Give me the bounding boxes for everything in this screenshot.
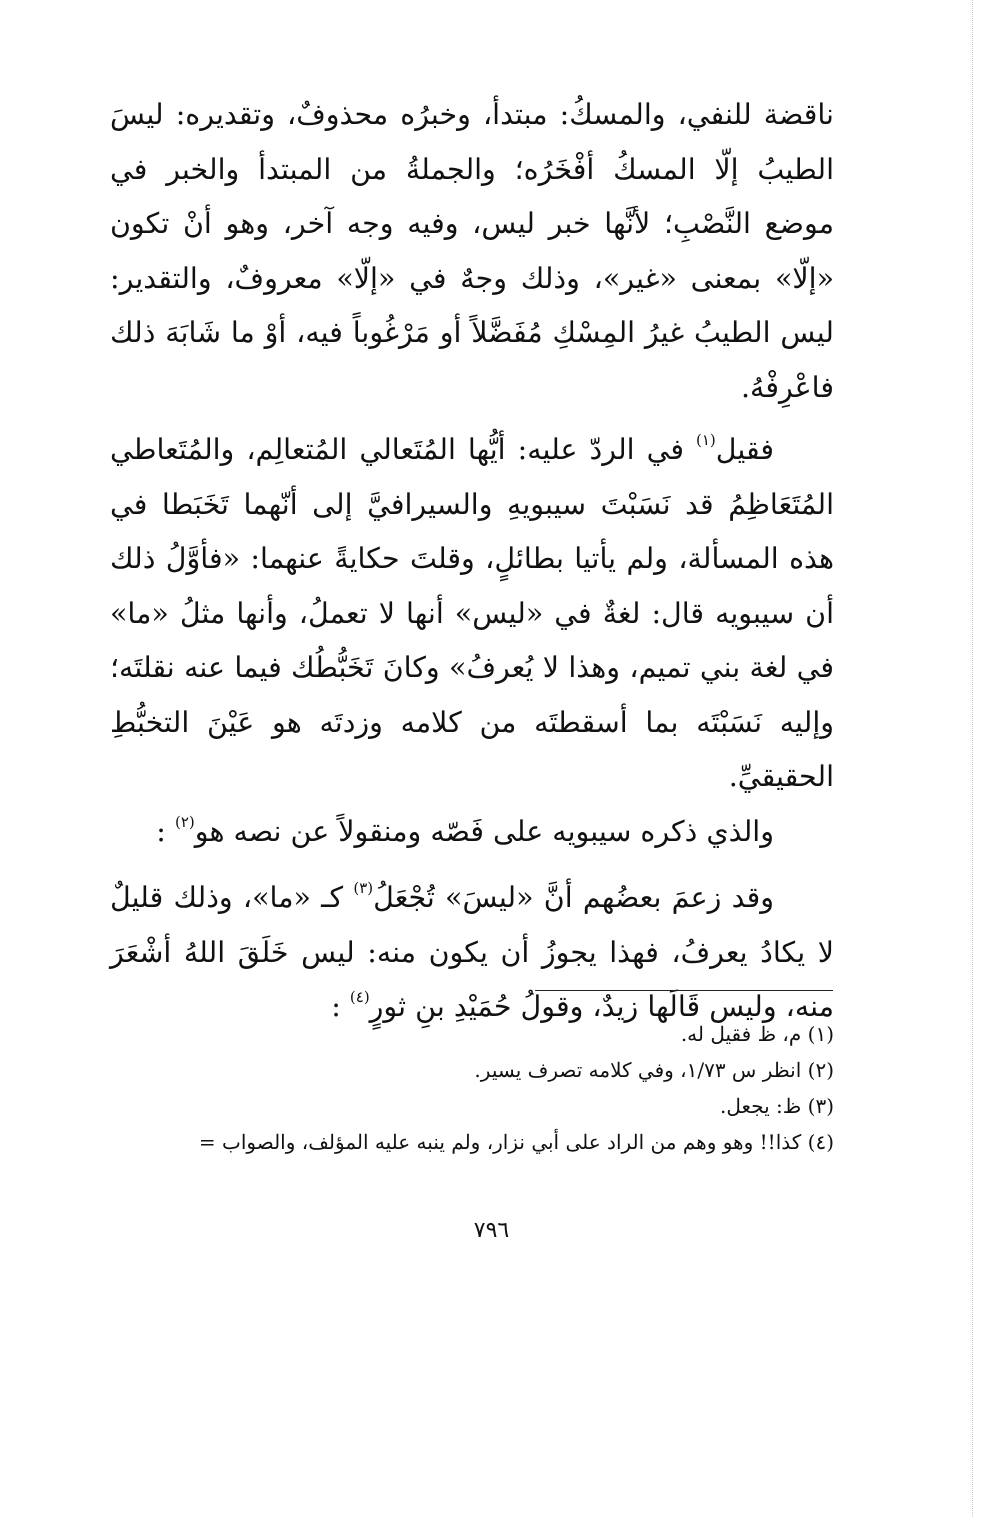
paragraph-4 bbox=[110, 871, 834, 1035]
footnote-4: (٤) كذا!! وهو وهم من الراد على أبي نزار، ولم ينبه عليه المؤلف، والصواب = bbox=[198, 1130, 834, 1154]
footnote-ref-2: (٢) bbox=[174, 812, 195, 831]
main-text bbox=[110, 88, 834, 1035]
footnote-separator bbox=[535, 990, 833, 991]
paragraph-2 bbox=[110, 423, 834, 805]
footnote-2: (٢) انظر س ١/٧٣، وفي كلامه تصرف يسير. bbox=[474, 1058, 834, 1082]
footnotes bbox=[110, 1016, 834, 1160]
footnote-ref-4: (٤) bbox=[349, 988, 370, 1006]
paragraph-4-after: : bbox=[331, 990, 350, 1023]
footnote-1: (١) م، ظ فقيل له. bbox=[680, 1022, 834, 1046]
paragraph-3-before: والذي ذكره سيبويه على فَصّه ومنقولاً عن نصه هو bbox=[194, 814, 774, 848]
paragraph-4-before: وقد زعمَ بعضُهم أنَّ «ليسَ» تُجْعَلُ bbox=[373, 881, 774, 914]
paragraph-4-middle: كـ «ما»، وذلك قليلٌ لا يكادُ يعرفُ، فهذا يجوزُ أن يكون منه: ليس خَلَقَ اللهُ أشْعَرَ منه، وليس قَالَها زيدٌ، وقولُ حُمَيْدِ بنِ ثورٍ bbox=[110, 881, 834, 1023]
footnote-3: (٣) ظ: يجعل. bbox=[720, 1094, 834, 1118]
scan-edge-line bbox=[972, 0, 973, 1517]
footnote-ref-1: (١) bbox=[695, 431, 716, 449]
paragraph-2-before: فقيل bbox=[715, 433, 774, 466]
page-number: ٧٩٦ bbox=[473, 1218, 510, 1243]
paragraph-3-after: : bbox=[156, 814, 175, 848]
paragraph-2-after: في الردّ عليه: أيُّها المُتَعالي المُتعالِم، والمُتَعاطي المُتَعَاظِمُ قد نَسَبْتَ سيبويهِ والسيرافيَّ إلى أنّهما تَخَبَطا في هذه المسألة، ولم يأتيا بطائلٍ، وقلتَ حكايةً عنهما: «فأوَّلُ ذلك أن سيبويه قال: لغةٌ في «ليس» أنها لا تعملُ، وأنها مثلُ «ما» في لغة بني تميم، وهذا لا يُعرفُ» وكانَ تَخَبُّطُك فيما عنه نقلتَه؛ وإليه نَسَبْتَه بما أسقطتَه من كلامه وزدتَه هو عَيْنَ التخبُّطِ الحقيقيِّ. bbox=[110, 433, 834, 793]
paragraph-3 bbox=[110, 805, 834, 860]
paragraph-1-text: ناقضة للنفي، والمسكُ: مبتدأ، وخبرُه محذوفٌ، وتقديره: ليسَ الطيبُ إلّا المسكُ أفْخَرُه؛ والجملةُ من المبتدأ والخبر في موضع النَّصْبِ؛ لأنَّها خبر ليس، وفيه وجه آخر، وهو أنْ تكون «إلّا» بمعنى «غير»، وذلك وجهٌ في «إلّا» معروفٌ، والتقدير: ليس الطيبُ غيرُ المِسْكِ مُفَضَّلاً أو مَرْغُوباً فيه، أوْ ما شَابَهَ ذلك فاعْرِفْهُ. bbox=[110, 98, 834, 404]
paragraph-1 bbox=[110, 88, 834, 415]
footnote-ref-3: (٣) bbox=[353, 879, 374, 897]
